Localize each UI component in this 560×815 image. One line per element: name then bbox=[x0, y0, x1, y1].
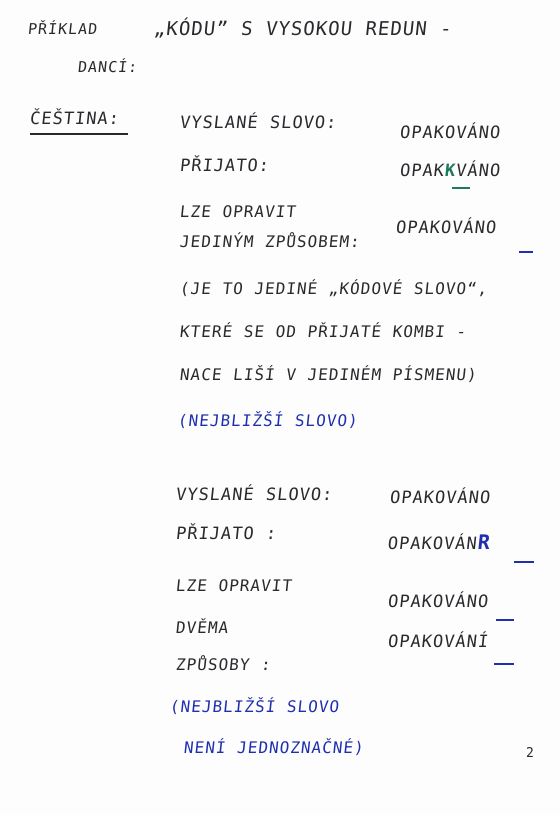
section-label-underline bbox=[30, 133, 128, 135]
explanation-line3: NACE LIŠÍ V JEDINÉM PÍSMENU) bbox=[179, 365, 479, 384]
received-word-value bbox=[399, 161, 502, 181]
explanation-line2: KTERÉ SE OD PŘIJATÉ KOMBI - bbox=[179, 322, 469, 341]
correction-label-2-line1: LZE OPRAVIT bbox=[175, 576, 294, 595]
option-2-underline bbox=[494, 663, 514, 665]
correction-label-2-line2: DVĚMA bbox=[175, 618, 231, 637]
error-letter-underline bbox=[452, 187, 470, 189]
correction-label-2-line3: ZPŮSOBY : bbox=[175, 655, 273, 674]
header-example-word: PŘÍKLAD bbox=[27, 20, 100, 38]
header-title-text: „KÓDU” S VYSOKOU REDUN - bbox=[152, 18, 454, 40]
received-word-suffix: VÁNO bbox=[455, 161, 503, 181]
received-word-label-2: PŘIJATO : bbox=[174, 524, 279, 544]
option-1-underline bbox=[496, 619, 514, 621]
corrected-word-option-2: OPAKOVÁNÍ bbox=[386, 632, 491, 652]
received-word-value-2 bbox=[387, 530, 492, 554]
correction-label-line2: JEDINÝM ZPŮSOBEM: bbox=[179, 232, 362, 251]
received-word-prefix-2: OPAKOVÁN bbox=[386, 534, 479, 554]
ambiguity-note-line2: NENÍ JEDNOZNAČNÉ) bbox=[183, 738, 366, 757]
header-title-continued: DANCÍ: bbox=[77, 58, 140, 76]
section-label-czech: ČEŠTINA: bbox=[28, 109, 121, 129]
corrected-letter-underline bbox=[519, 251, 533, 253]
received-word-prefix: OPAK bbox=[398, 161, 447, 181]
nearest-word-note: (NEJBLIŽŠÍ SLOVO) bbox=[177, 411, 360, 430]
corrected-word-value: OPAKOVÁNO bbox=[394, 218, 499, 238]
error-letter-underline-2 bbox=[514, 561, 534, 563]
sent-word-value-2: OPAKOVÁNO bbox=[388, 488, 493, 508]
ambiguity-note-line1: (NEJBLIŽŠÍ SLOVO bbox=[169, 697, 342, 716]
received-error-letter-2: R bbox=[476, 530, 493, 554]
received-word-label: PŘIJATO: bbox=[178, 156, 271, 176]
sent-word-label: VYSLANÉ SLOVO: bbox=[178, 113, 339, 133]
sent-word-value: OPAKOVÁNO bbox=[398, 123, 503, 143]
received-error-letter: K bbox=[443, 161, 458, 181]
explanation-line1: (JE TO JEDINÉ „KÓDOVÉ SLOVO“, bbox=[179, 279, 490, 298]
corrected-word-option-1: OPAKOVÁNO bbox=[386, 592, 491, 612]
sent-word-label-2: VYSLANÉ SLOVO: bbox=[174, 485, 335, 505]
page-number: 2 bbox=[526, 746, 535, 761]
correction-label-line1: LZE OPRAVIT bbox=[179, 202, 298, 221]
